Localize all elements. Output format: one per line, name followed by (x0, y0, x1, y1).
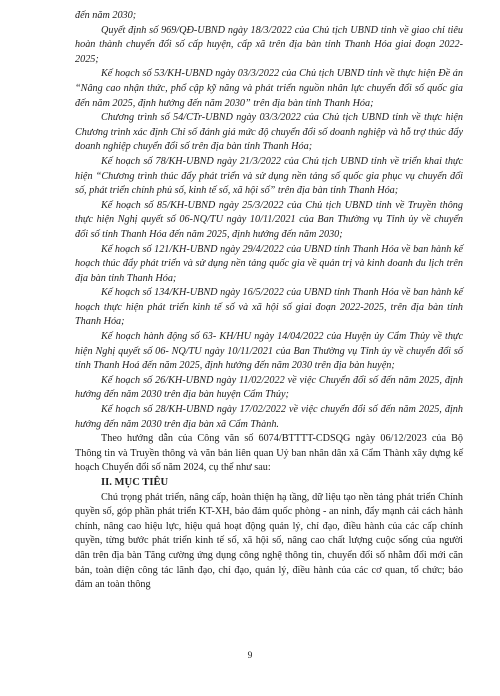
document-paragraph: Theo hướng dẫn của Công văn số 6074/BTTTT-CDSQG ngày 06/12/2023 của Bộ Thông tin và Truyền thông và văn bản liên quan Uỷ ban nhân dân xã Cẩm Thành xây dựng kế hoạch Chuyển đổi số năm 2024, cụ thể như sau: (75, 433, 463, 474)
paragraph-list (75, 9, 463, 476)
document-paragraph: Kế hoạch số 85/KH-UBND ngày 25/3/2022 của Chủ tịch UBND tỉnh về Truyền thông thực hiện Nghị quyết số 06-NQ/TU ngày 10/11/2021 của Ban Thường vụ Tỉnh ủy về chuyển đổi số tỉnh Thanh Hóa đến năm 2025, định hướng đến năm 2030; (75, 199, 463, 240)
document-paragraph: đến năm 2030; (75, 10, 137, 21)
page-number: 9 (247, 651, 253, 661)
body-paragraph: Chú trọng phát triển, nâng cấp, hoàn thiện hạ tầng, dữ liệu tạo nền tảng phát triển Chính quyền số, góp phần phát triển KT-XH, bảo đảm quốc phòng - an ninh, đẩy mạnh cải cách hành chính, nâng cao hiệu lực, hiệu quả hoạt động quản lý, chỉ đạo, điều hành của các cấp chính quyền, từng bước phát triển kinh tế số, xã hội số, nâng cao chất lượng cuộc sống của người dân trên địa bàn Tăng cường ứng dụng công nghệ thông tin, chuyển đổi số nhằm đổi mới căn bản, toàn diện công tác lãnh đạo, chỉ đạo, quản lý, điều hành của các cơ quan, tổ chức; bảo đảm an toàn thông (75, 491, 463, 591)
document-paragraph: Kế hoạch hành động số 63- KH/HU ngày 14/04/2022 của Huyện ủy Cẩm Thủy về thực hiện Nghị quyết số 06- NQ/TU ngày 10/11/2021 của Ban Thường vụ Tỉnh ủy về chuyển đổi số tỉnh Thanh Hoá đến năm 2025, định hướng đến năm 2030 trên địa bàn huyện; (75, 331, 463, 372)
document-paragraph: Kế hoạch số 134/KH-UBND ngày 16/5/2022 của UBND tỉnh Thanh Hóa về ban hành kế hoạch thực hiện phát triển kinh tế số và xã hội số giai đoạn 2022-2025, trên địa bàn tỉnh Thanh Hóa; (75, 287, 463, 328)
document-paragraph: Kế hoạch số 28/KH-UBND ngày 17/02/2022 về việc chuyển đổi số đến năm 2025, định hướng đến năm 2030 trên địa bàn xã Cẩm Thành. (75, 404, 463, 430)
document-paragraph: Chương trình số 54/CTr-UBND ngày 03/3/2022 của Chủ tịch UBND tỉnh về thực hiện Chương trình xác định Chỉ số đánh giá mức độ chuyển đổi số doanh nghiệp và hỗ trợ thúc đẩy doanh nghiệp chuyển đổi số trên địa bàn tỉnh Thanh Hóa; (75, 112, 463, 153)
document-paragraph: Kế hoạch số 26/KH-UBND ngày 11/02/2022 về việc Chuyển đổi số đến năm 2025, định hướng đến năm 2030 trên địa bàn huyện Cẩm Thủy; (75, 374, 463, 401)
section-heading: II. MỤC TIÊU (101, 477, 169, 488)
document-paragraph: Quyết định số 969/QĐ-UBND ngày 18/3/2022 của Chủ tịch UBND tỉnh về giao chỉ tiêu hoàn thành chuyển đổi số cấp huyện, cấp xã trên địa bàn tỉnh Thanh Hóa giai đoạn 2022-2025; (75, 24, 463, 65)
document-paragraph: Kế hoạch số 78/KH-UBND ngày 21/3/2022 của Chủ tịch UBND tỉnh về triển khai thực hiện “Chương trình thúc đẩy phát triển và sử dụng nền tảng số quốc gia phục vụ chuyển đổi số, phát triển chính phủ số, kinh tế số, xã hội số” trên địa bàn tỉnh Thanh Hóa; (75, 155, 463, 197)
document-paragraph: Kế hoạch số 53/KH-UBND ngày 03/3/2022 của Chủ tịch UBND tỉnh về thực hiện Đề án “Nâng cao nhận thức, phổ cập kỹ năng và phát triển nguồn nhân lực chuyển đổi số quốc gia đến năm 2025, định hướng đến năm 2030” trên địa bàn tỉnh Thanh Hóa; (75, 68, 463, 109)
document-paragraph: Kế hoạch số 121/KH-UBND ngày 29/4/2022 của UBND tỉnh Thanh Hóa về ban hành kế hoạch thúc đẩy phát triển và sử dụng nền tảng quốc gia về quản trị và kinh doanh du lịch trên địa bàn tỉnh Thanh Hóa; (75, 243, 463, 284)
